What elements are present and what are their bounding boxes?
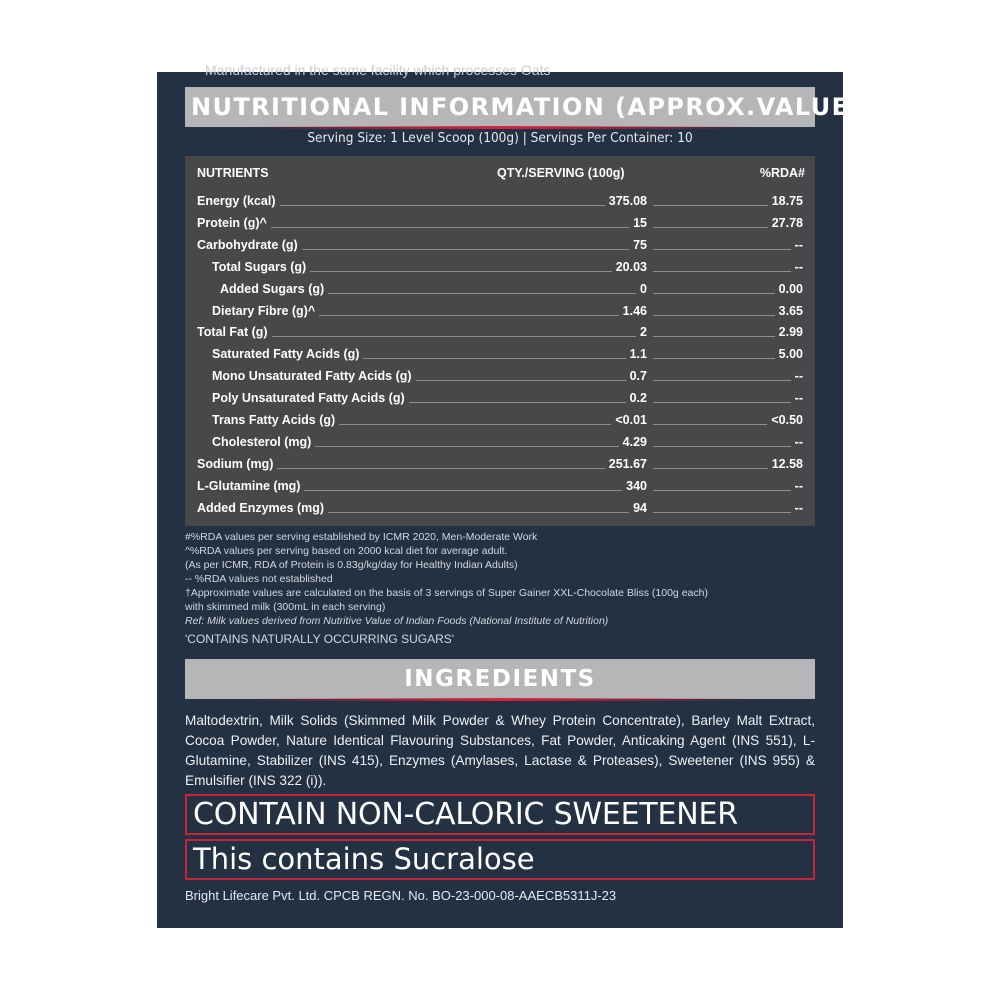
- nutrient-label: Cholesterol (mg): [212, 435, 315, 449]
- leader-line: [653, 446, 803, 447]
- nutrient-rda: 3.65: [775, 304, 803, 318]
- nutrient-qty: 94: [629, 501, 647, 515]
- nutrient-qty: 0.7: [626, 369, 647, 383]
- nutrient-rda: 12.58: [768, 457, 803, 471]
- nutrient-rda: <0.50: [767, 413, 803, 427]
- nutrient-rda: --: [791, 435, 803, 449]
- nutrient-qty: <0.01: [611, 413, 647, 427]
- nutrient-rda: 0.00: [775, 282, 803, 296]
- nutrient-qty: 251.67: [605, 457, 647, 471]
- cut-off-allergen-text: Manufactured in the same facility which processes Oats: [205, 62, 551, 78]
- nutrient-qty: 75: [629, 238, 647, 252]
- nutrient-qty: 20.03: [612, 260, 647, 274]
- nutrient-label: Total Fat (g): [197, 325, 272, 339]
- nutrient-rda: --: [791, 501, 803, 515]
- nutrient-qty: 0.2: [626, 391, 647, 405]
- nutrient-rda: 5.00: [775, 347, 803, 361]
- nutrient-label: L-Glutamine (mg): [197, 479, 304, 493]
- nutrient-rda: 27.78: [768, 216, 803, 230]
- nutrient-qty: 375.08: [605, 194, 647, 208]
- footnote-6: with skimmed milk (300mL in each serving): [185, 601, 386, 613]
- nutrient-label: Dietary Fibre (g)^: [212, 304, 319, 318]
- nutrient-label: Added Sugars (g): [220, 282, 328, 296]
- nutrient-qty: 1.46: [619, 304, 647, 318]
- footnote-5: †Approximate values are calculated on the basis of 3 servings of Super Gainer XXL-Chocolate Bliss (100g each): [185, 587, 708, 599]
- nutrient-qty: 15: [629, 216, 647, 230]
- leader-line: [653, 490, 803, 491]
- table-row: [185, 280, 815, 300]
- leader-line: [653, 271, 803, 272]
- leader-line: [653, 402, 803, 403]
- table-row: [185, 455, 815, 475]
- nutrient-rda: --: [791, 260, 803, 274]
- nutrient-label: Saturated Fatty Acids (g): [212, 347, 363, 361]
- nutrient-label: Sodium (mg): [197, 457, 277, 471]
- table-row: [185, 214, 815, 234]
- leader-line: [653, 380, 803, 381]
- table-row: [185, 389, 815, 409]
- table-row: [185, 192, 815, 212]
- nutrient-rda: --: [791, 479, 803, 493]
- nutrient-qty: 2: [636, 325, 647, 339]
- nutrient-label: Energy (kcal): [197, 194, 280, 208]
- footnote-7: Ref: Milk values derived from Nutritive Value of Indian Foods (National Institute of Nutrition): [185, 615, 609, 627]
- nutrition-table: [185, 156, 815, 526]
- footnote-4: -- %RDA values not established: [185, 573, 333, 585]
- leader-line: [653, 512, 803, 513]
- nutrient-label: Mono Unsaturated Fatty Acids (g): [212, 369, 416, 383]
- nutrient-qty: 340: [622, 479, 647, 493]
- footnote-3: (As per ICMR, RDA of Protein is 0.83g/kg/day for Healthy Indian Adults): [185, 559, 518, 571]
- ingredients-text: Maltodextrin, Milk Solids (Skimmed Milk Powder & Whey Protein Concentrate), Barley Malt Extract, Cocoa Powder, Nature Identical Flavouring Substances, Fat Powder, Anticaking Agent (INS 551), L-Glutamine, Stabilizer (INS 415), Enzymes (Amylases, Lactase & Proteases), Sweetener (INS 955) & Emulsifier (INS 322 (i)).: [185, 713, 815, 788]
- table-row: [185, 236, 815, 256]
- table-row: [185, 477, 815, 497]
- table-row: [185, 323, 815, 343]
- nutrient-rda: 18.75: [768, 194, 803, 208]
- sugars-note: 'CONTAINS NATURALLY OCCURRING SUGARS': [185, 632, 455, 646]
- nutrient-label: Poly Unsaturated Fatty Acids (g): [212, 391, 409, 405]
- header-nutrients: NUTRIENTS: [197, 166, 269, 180]
- nutrient-rda: --: [791, 369, 803, 383]
- serving-info: Serving Size: 1 Level Scoop (100g) | Servings Per Container: 10: [307, 130, 693, 146]
- sweetener-warning: CONTAIN NON-CALORIC SWEETENER: [185, 794, 815, 835]
- table-row: [185, 499, 815, 519]
- nutrient-label: Carbohydrate (g): [197, 238, 302, 252]
- table-row: [185, 433, 815, 453]
- table-row: [185, 411, 815, 431]
- table-row: [185, 302, 815, 322]
- nutrient-label: Added Enzymes (mg): [197, 501, 328, 515]
- nutrient-qty: 4.29: [619, 435, 647, 449]
- nutrient-rda: --: [791, 391, 803, 405]
- nutrient-rda: 2.99: [775, 325, 803, 339]
- nutrition-heading: NUTRITIONAL INFORMATION (APPROX.VALUES):: [185, 87, 815, 127]
- header-qty: QTY./SERVING (100g): [497, 166, 625, 180]
- table-row: [185, 345, 815, 365]
- header-rda: %RDA#: [759, 166, 805, 180]
- nutrient-label: Total Sugars (g): [212, 260, 310, 274]
- label-panel: [157, 62, 892, 928]
- footnote-1: #%RDA values per serving established by ICMR 2020, Men-Moderate Work: [185, 531, 538, 543]
- footnote-2: ^%RDA values per serving based on 2000 kcal diet for average adult.: [185, 545, 508, 557]
- nutrient-rda: --: [791, 238, 803, 252]
- ingredients-heading: INGREDIENTS: [185, 659, 815, 699]
- leader-line: [653, 249, 803, 250]
- sucralose-warning: This contains Sucralose: [185, 839, 815, 880]
- nutrient-label: Protein (g)^: [197, 216, 271, 230]
- nutrient-label: Trans Fatty Acids (g): [212, 413, 339, 427]
- table-row: [185, 258, 815, 278]
- manufacturer-info: Bright Lifecare Pvt. Ltd. CPCB REGN. No. BO-23-000-08-AAECB5311J-23: [185, 888, 617, 903]
- table-row: [185, 367, 815, 387]
- nutrient-qty: 1.1: [626, 347, 647, 361]
- nutrient-qty: 0: [636, 282, 647, 296]
